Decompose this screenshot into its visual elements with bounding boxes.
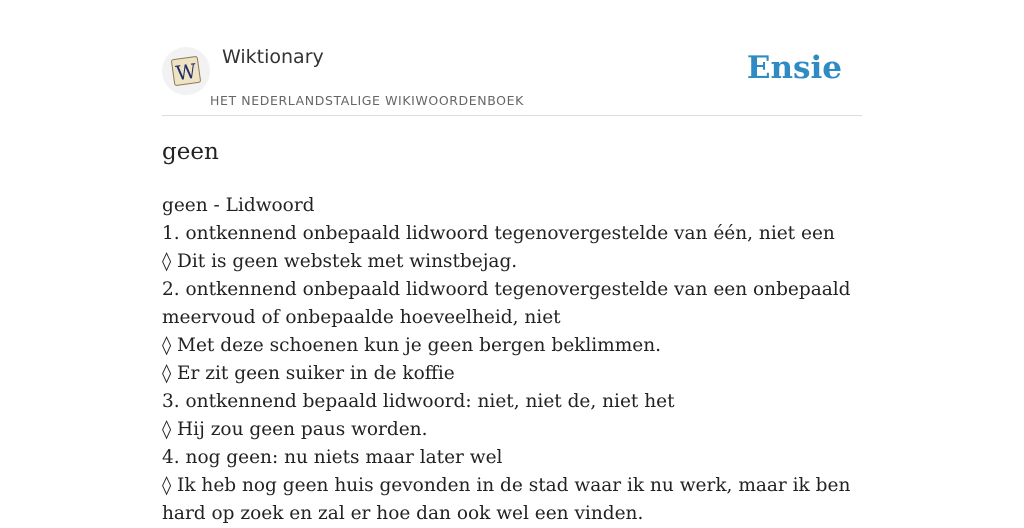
wiktionary-logo-icon[interactable]	[162, 47, 210, 95]
example-4: ◊ Ik heb nog geen huis gevonden in de stad waar ik nu werk, maar ik ben hard op zoek en zal er hoe dan ook wel een vinden.	[162, 475, 851, 524]
entry-title: geen	[162, 139, 219, 165]
definition-3: 3. ontkennend bepaald lidwoord: niet, niet de, niet het	[162, 391, 675, 412]
example-2a: ◊ Met deze schoenen kun je geen bergen beklimmen.	[162, 335, 662, 356]
logo-tile	[169, 54, 203, 88]
example-3: ◊ Hij zou geen paus worden.	[162, 419, 428, 440]
logo-letter: W	[174, 58, 198, 86]
page	[162, 0, 862, 524]
definition-2: 2. ontkennend onbepaald lidwoord tegenovergestelde van een onbepaald meervoud of onbepaalde hoeveelheid, niet	[162, 279, 851, 328]
ensie-brand-link[interactable]: Ensie	[746, 50, 842, 86]
site-header	[162, 0, 862, 116]
site-tagline: HET NEDERLANDSTALIGE WIKIWOORDENBOEK	[210, 93, 524, 108]
site-name-link[interactable]: Wiktionary	[222, 46, 324, 68]
entry-content	[162, 192, 862, 528]
example-2b: ◊ Er zit geen suiker in de koffie	[162, 363, 455, 384]
entry-heading-line: geen - Lidwoord	[162, 195, 315, 216]
example-1: ◊ Dit is geen webstek met winstbejag.	[162, 251, 518, 272]
definition-4: 4. nog geen: nu niets maar later wel	[162, 447, 503, 468]
definition-1: 1. ontkennend onbepaald lidwoord tegenovergestelde van één, niet een	[162, 223, 835, 244]
